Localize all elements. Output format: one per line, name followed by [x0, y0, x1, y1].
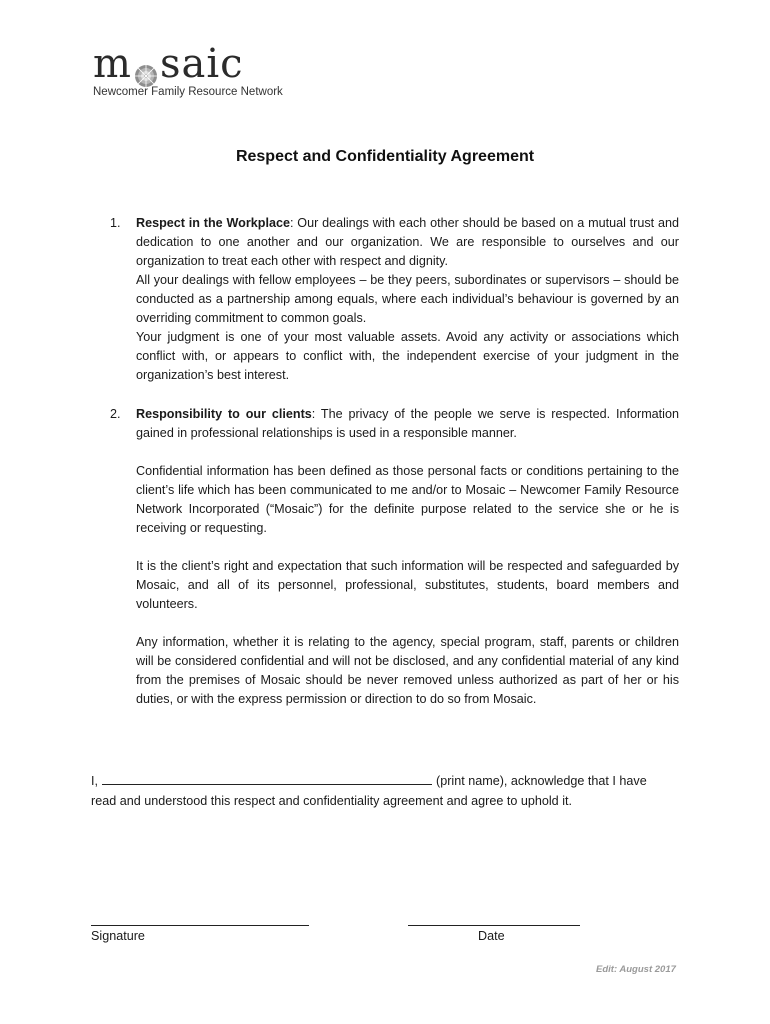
logo-tagline: Newcomer Family Resource Network: [93, 86, 283, 98]
logo-wordmark: [93, 41, 283, 87]
section-1-paragraph-3: Your judgment is one of your most valuable assets. Avoid any activity or associations which conflict with, or appears to conflict with, the independent exercise of your judgment in the organization’s best interest.: [136, 330, 679, 382]
section-2-paragraph-4: Any information, whether it is relating to the agency, special program, staff, parents or children will be considered confidential and will not be disclosed, and any confidential material of any kind from the premises of Mosaic should be never removed unless authorized as part of her or his duties, or with the express permission or direction to do so from Mosaic.: [136, 635, 679, 706]
section-1-number: 1.: [110, 216, 121, 230]
logo-word-right: saic: [159, 41, 244, 87]
acknowledgement-line-2: read and understood this respect and confidentiality agreement and agree to uphold it.: [91, 794, 572, 808]
signature-field[interactable]: [91, 925, 309, 926]
section-2-paragraph-3: It is the client’s right and expectation that such information will be respected and safeguarded by Mosaic, and all of its personnel, professional, substitutes, students, board members and volunteers.: [136, 559, 679, 611]
section-1-text-1: : Our dealings with each other should be based on a mutual trust and dedication to one another and our organization. We are responsible to ourselves and our organization to treat each other with respect and dignity.: [136, 216, 679, 268]
section-2: [136, 405, 679, 709]
acknowledgement-prefix: I,: [91, 774, 98, 788]
date-label: Date: [478, 929, 505, 943]
acknowledgement-line-1: [91, 770, 679, 791]
section-2-number: 2.: [110, 407, 121, 421]
edit-note: Edit: August 2017: [596, 964, 676, 975]
section-1-paragraph-1: [136, 214, 679, 271]
section-2-text-1: : The privacy of the people we serve is respected. Information gained in professional relationships is used in a responsible manner.: [136, 407, 679, 440]
acknowledgement-suffix: (print name), acknowledge that I have: [436, 774, 647, 788]
mosaic-flower-icon: [134, 55, 158, 79]
section-1-heading: Respect in the Workplace: [136, 216, 290, 230]
section-1: [136, 214, 679, 385]
date-field[interactable]: [408, 925, 580, 926]
section-2-paragraph-1: [136, 405, 679, 443]
mosaic-logo: [93, 41, 283, 98]
acknowledgement: [91, 770, 679, 811]
document-title: Respect and Confidentiality Agreement: [235, 148, 535, 165]
logo-word-left: m: [93, 41, 132, 87]
signature-label: Signature: [91, 929, 145, 943]
section-2-paragraph-2: Confidential information has been defined as those personal facts or conditions pertaining to the client’s life which has been communicated to me and/or to Mosaic – Newcomer Family Resource Network Incorporated (“Mosaic”) for the definite purpose related to the service she or he is receiving or requesting.: [136, 464, 679, 535]
section-2-heading: Responsibility to our clients: [136, 407, 312, 421]
section-1-paragraph-2: All your dealings with fellow employees – be they peers, subordinates or supervisors – should be conducted as a partnership among equals, where each individual’s behaviour is governed by an overriding commitment to common goals.: [136, 273, 679, 325]
print-name-field[interactable]: [102, 770, 432, 785]
